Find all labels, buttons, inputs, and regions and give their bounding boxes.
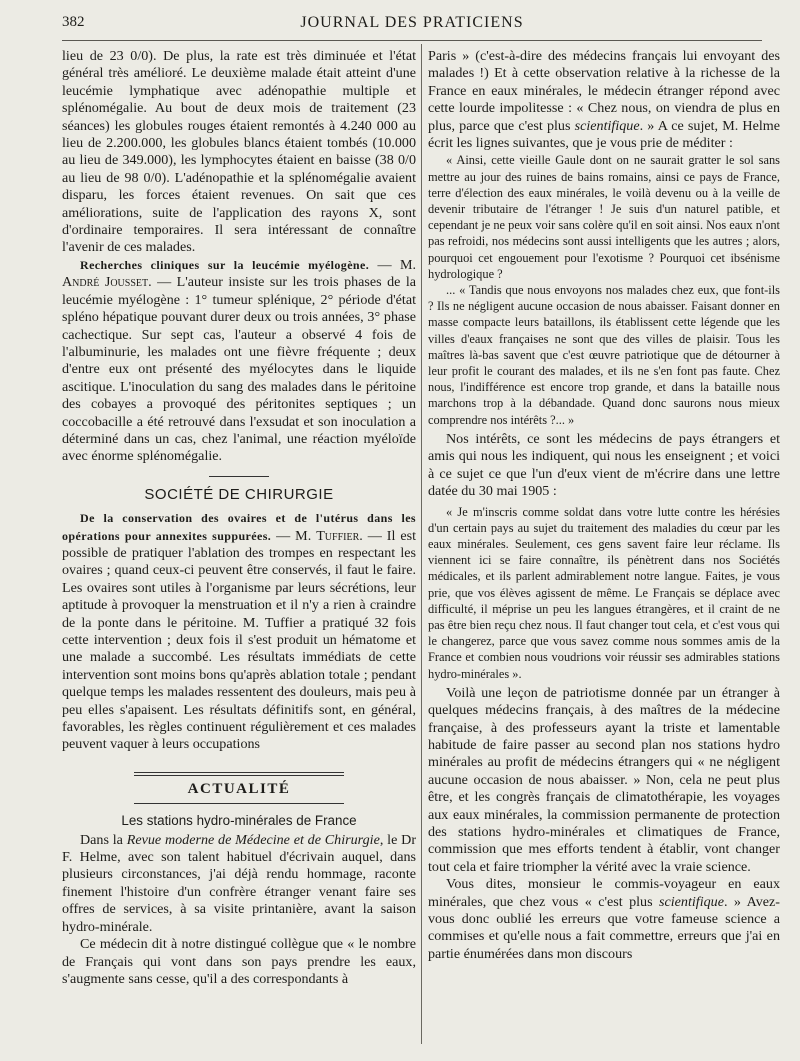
journal-title: JOURNAL DES PRATICIENS xyxy=(300,14,524,31)
right-column xyxy=(428,48,780,963)
left-column xyxy=(62,48,416,988)
paragraph: Voilà une leçon de patriotisme donnée par un étranger à quelques médecins français, à des maîtres de la médecine française, à des professeurs ayant la triste et lamentable habitude de faire passer au second plan nos stations hydro minérales au profit de médecins étrangers qui « ne négligent aucune occasion de nous abaisser. » Non, cela ne peut plus être, et les congrès français de climatothérapie, les voyages aux eaux minérales, la commission permanente de protection des stations hydro-minérales et climatiques de France, commission que mes efforts tendent à établir, vont changer tout cela et faire triompher la vérité avec la vraie science. xyxy=(428,684,780,875)
rubric-heading: De la conservation des ovaires et de l'utérus dans les opérations pour annexites suppurées. xyxy=(62,511,416,543)
section-title: SOCIÉTÉ DE CHIRURGIE xyxy=(144,485,334,503)
column-separator xyxy=(421,44,422,1044)
quotation: « Ainsi, cette vieille Gaule dont on ne saurait gratter le sol sans mettre au jour des ruines de bains romains, ainsi ce pays de France, terre d'élection des eaux minérales, le voilà devenu ou à la veille de devenir tributaire de l'étranger ! Je suis d'un naturel patible, et cependant je ne peux voir sans colère qu'il en soit ainsi. Nos eaux n'ont pas refroidi, nos médecins sont aussi intelligents que les autres ; alors, pourquoi cet engouement pour l'exotisme ? Pourquoi cet ibsénisme hydrologique ? xyxy=(428,153,780,281)
divider xyxy=(209,476,269,477)
page-header xyxy=(62,14,762,38)
article-subtitle: Les stations hydro-minérales de France xyxy=(121,813,357,829)
banner-rule xyxy=(134,772,344,773)
quotation: « Je m'inscris comme soldat dans votre lutte contre les hérésies d'un certain pays au sujet du traitement des maladies du cœur par les eaux minérales. Seulement, ces gens savent faire leur réclame. Ils viennent ici se faire connaître, ils pénètrent dans nos Sociétés médicales, et ils parlent admirablement notre langue. Faites, je vous prie, que vos élèves agissent de même. Le Français se déplace avec difficulté, il méprise un peu les langues étrangères, et il craint de ne pas être bien reçu chez nous. Il faut changer tout cela, et c'est vous qui le changerez, parce que vous savez comme nous sommes amis de la France et combien nous voudrions voir réussir ses admirables stations hydro-minérales ». xyxy=(428,504,780,681)
page-number: 382 xyxy=(62,14,85,30)
actualite-banner xyxy=(134,772,344,804)
paragraph-chirurgie: De la conservation des ovaires et de l'utérus dans les opérations pour annexites suppurées. — M. Tuffier. — Il est possible de pratiquer l'ablation des trompes en respectant les ovaires ; quand ceux-ci peuvent être conservés, il faut le faire. Les ovaires sont utiles à l'organisme par leurs sécrétions, leur aptitude à provoquer la menstruation et il n'y a rien à craindre de la ponte dans le péritoine. M. Tuffier a pratiqué 32 fois cette intervention ; deux fois il s'est produit un hématome et une malade a succombé. Les résultats immédiats de cette intervention sont moins bons qu'après ablation totale ; pendant quelque temps les malades ressentent des douleurs, mais peu à peu elles s'apaisent. Les résultats définitifs sont, en général, favorables, les règles continuent régulièrement et ces malades peuvent vaquer à leurs occupations xyxy=(62,511,416,753)
header-rule xyxy=(62,40,762,41)
emphasis: scientifique xyxy=(574,117,640,134)
author-name: André Jousset xyxy=(62,274,149,291)
banner-rule xyxy=(134,803,344,804)
actualite-title: ACTUALITÉ xyxy=(187,780,291,797)
paragraph: Vous dites, monsieur le commis-voyageur en eaux minérales, que chez vous « c'est plus scientifique. » Avez-vous donc oublié les erreurs que votre fameuse science a commises et qu'elle nous a fait commettre, erreurs que j'ai en partie énumérées dans mon discours xyxy=(428,876,780,962)
paragraph: Paris » (c'est-à-dire des médecins français lui envoyant des malades !) Et à cette observation relative à la richesse de la France en eaux minérales, le médecin étranger répond avec cette lourde impolitesse : « Chez nous, on viendra de plus en plus, parce que c'est plus scientifique. » A ce sujet, M. Helme écrit les lignes suivantes, que je vous prie de méditer : xyxy=(428,48,781,152)
author-name: Tuffier xyxy=(316,527,360,544)
paragraph-leucemie-myelogene: Recherches cliniques sur la leucémie myélogène. — M. André Jousset. — L'auteur insiste sur les trois phases de la leucémie myélogène : 1° tumeur splénique, 2° période d'état spléno hépatique pouvant durer deux ou trois années, 3° phase cachectique. Sur sept cas, l'auteur a observé 4 fois de l'albuminurie, les malades ont une fièvre fréquente ; deux d'entre eux ont présenté des myélocytes dans le liquide ascitique. L'inoculation du sang des malades dans le péritoine des cobayes a provoqué des péritonites septiques ; un coccobacille a été retrouvé dans l'exsudat et son inoculation a déterminé dans un cas, chez l'animal, une réaction myéloïde avec énorme splénomégalie. xyxy=(62,256,416,465)
paragraph: Ce médecin dit à notre distingué collègue que « le nombre de Français qui vont dans son pays prendre les eaux, s'augmente sans cesse, qu'il a des correspondants à xyxy=(62,936,416,987)
rubric-heading: Recherches cliniques sur la leucémie myélogène. xyxy=(80,257,370,272)
paragraph: Nos intérêts, ce sont les médecins de pays étrangers et amis qui nous les indiquent, qui nous les enseignent ; et voici à ce sujet ce que l'un d'eux vient de m'écrire dans une lettre datée du 30 mai 1905 : xyxy=(428,430,780,500)
quotation: ... « Tandis que nous envoyons nos malades chez eux, que font-ils ? Ils ne négligent aucune occasion de nous abaisser. Faisant donner en masse compacte leurs bataillons, ils établissent cette légende que les villes d'eaux françaises ne sont que des villes de plaisir. Tous les maîtres là-bas savent que c'est œuvre patriotique que de détourner à leur profit le courant des malades, et ils ne s'en font pas faute. Chez nous, l'indifférence est encore trop grande, et dans la bataille nous marchons trop à la débandade. Quand donc saurons nous mieux comprendre nos intérêts ?... » xyxy=(428,283,780,427)
banner-rule xyxy=(134,775,344,776)
paragraph: lieu de 23 0/0). De plus, la rate est très diminuée et l'état général très amélioré. Le deuxième malade était atteint d'une leucémie lymphatique avec adénopathie multiple et splénomégalie. Au bout de deux mois de traitement (23 séances) les globules rouges étaient remontés à 4.240 000 au lieu de 2.200.000, les globules blancs étaient tombés (10.000 au lieu de 349.000), les lymphocytes étaient en baisse (38 0/0 au lieu de 98 0/0). L'adénopathie et la splénomégalie avaient disparu, les forces étaient revenues. On sait que ces améliorations, suite de l'application des rayons X, sont d'ordinaire temporaires. Il sera intéressant de connaître l'avenir de ces malades. xyxy=(62,48,416,256)
paragraph: Dans la Revue moderne de Médecine et de Chirurgie, le Dr F. Helme, avec son talent habituel d'écrivain auquel, dans plusieurs circonstances, j'ai déjà rendu hommage, raconte finement l'histoire d'un confrère étranger venant faire ses offres de services, à sa visite printanière, avant la saison hydro-minérale. xyxy=(62,831,417,935)
journal-reference: Revue moderne de Médecine et de Chirurgie xyxy=(126,831,380,848)
emphasis: scientifique xyxy=(659,893,724,910)
